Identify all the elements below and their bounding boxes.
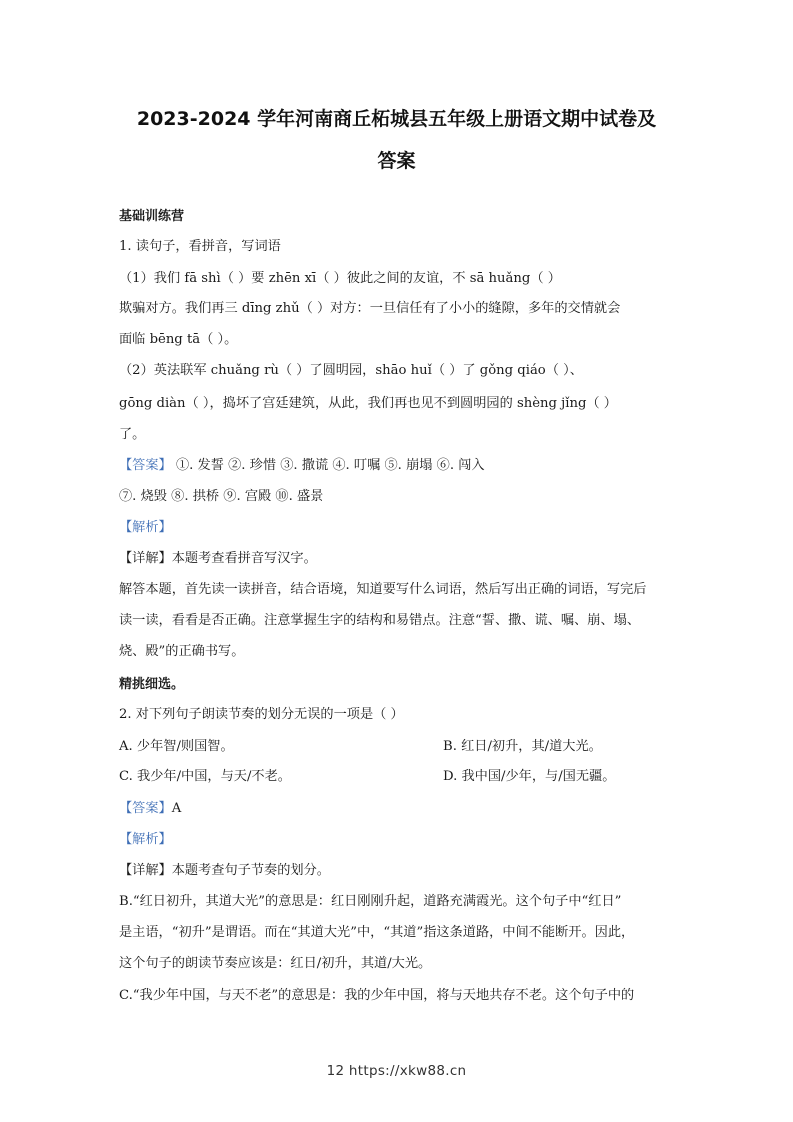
analysis-tag: 【解析】 bbox=[119, 520, 172, 535]
page-footer: 12 https://xkw88.cn bbox=[326, 1063, 467, 1079]
option-b: B. 红日/初升，其/道大光。 bbox=[443, 739, 602, 754]
explanation-line: 是主语，“初升”是谓语。而在“其道大光”中，“其道”指这条道路，中间不能断开。因此， bbox=[119, 925, 635, 940]
analysis-tag: 【解析】 bbox=[119, 832, 172, 847]
explanation-line: B.“红日初升，其道大光”的意思是：红日刚刚升起，道路充满霞光。这个句子中“红日” bbox=[119, 894, 622, 909]
question-1-line: 了。 bbox=[119, 427, 146, 442]
section-heading-select: 精挑细选。 bbox=[119, 677, 185, 692]
explanation-line: 烧、殿”的正确书写。 bbox=[119, 644, 245, 659]
explanation-line: 解答本题，首先读一读拼音，结合语境，知道要写什么词语，然后写出正确的词语，写完后 bbox=[119, 582, 647, 597]
detail-line: 【详解】本题考查看拼音写汉字。 bbox=[119, 551, 317, 566]
option-a: A. 少年智/则国智。 bbox=[119, 739, 234, 754]
document-title-line2: 答案 bbox=[377, 150, 416, 172]
option-c: C. 我少年/中国，与天/不老。 bbox=[119, 769, 291, 784]
answer-value: A bbox=[171, 801, 182, 816]
question-1-line: gōng diàn（ ），捣坏了宫廷建筑，从此，我们再也见不到圆明园的 shèng jǐng（ ） bbox=[119, 396, 617, 411]
answer-tag: 【答案】 bbox=[119, 458, 172, 473]
question-1-line: （2）英法联军 chuǎng rù（ ）了圆明园，shāo huǐ（ ）了 gǒng qiáo（ ）、 bbox=[119, 363, 583, 378]
answer-row-q2 bbox=[119, 800, 181, 818]
question-1-stem: 1. 读句子，看拼音，写词语 bbox=[119, 239, 281, 254]
answer-row-2: ⑦. 烧毁 ⑧. 拱桥 ⑨. 宫殿 ⑩. 盛景 bbox=[119, 489, 324, 504]
option-d: D. 我中国/少年，与/国无疆。 bbox=[443, 769, 616, 784]
detail-line: 【详解】本题考查句子节奏的划分。 bbox=[119, 863, 330, 878]
document-title-line1: 2023-2024 学年河南商丘柘城县五年级上册语文期中试卷及 bbox=[136, 108, 657, 130]
answer-row-1 bbox=[119, 457, 485, 475]
question-2-stem: 2. 对下列句子朗读节奏的划分无误的一项是（ ） bbox=[119, 707, 404, 722]
explanation-line: 这个句子的朗读节奏应该是：红日/初升，其道/大光。 bbox=[119, 956, 432, 971]
explanation-line: 读一读，看看是否正确。注意掌握生字的结构和易错点。注意“誓、撒、谎、嘱、崩、塌、 bbox=[119, 613, 641, 628]
explanation-line: C.“我少年中国，与天不老”的意思是：我的少年中国，将与天地共存不老。这个句子中的 bbox=[119, 988, 635, 1003]
answer-values: ①. 发誓 ②. 珍惜 ③. 撒谎 ④. 叮嘱 ⑤. 崩塌 ⑥. 闯入 bbox=[171, 458, 485, 473]
answer-tag: 【答案】 bbox=[119, 801, 172, 816]
question-1-line: 面临 bēng tā（ ）。 bbox=[119, 332, 238, 347]
section-heading-basic: 基础训练营 bbox=[119, 209, 185, 224]
question-1-line: 欺骗对方。我们再三 dīng zhǔ（ ）对方：一旦信任有了小小的缝隙，多年的交情就会 bbox=[119, 301, 621, 316]
question-1-line: （1）我们 fā shì（ ）要 zhēn xī（ ）彼此之间的友谊，不 sā huǎng（ ） bbox=[119, 271, 561, 286]
